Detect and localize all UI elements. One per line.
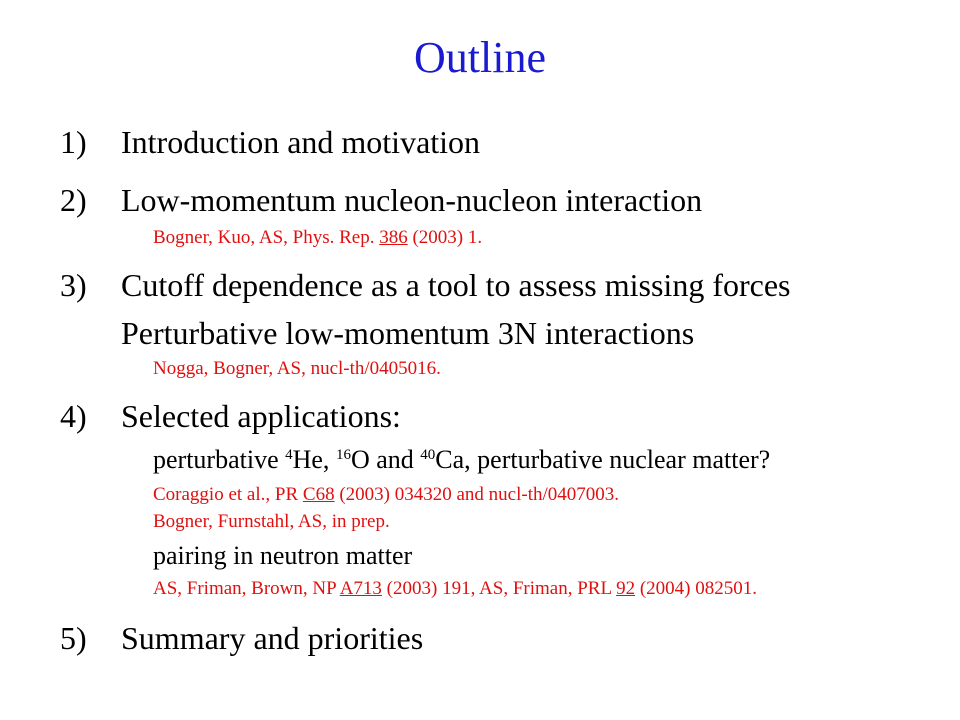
item-3-text-line1: Cutoff dependence as a tool to assess missing forces xyxy=(121,267,791,303)
ref-text: (2003) 034320 and nucl-th/0407003. xyxy=(334,484,620,505)
sub-text: perturbative xyxy=(153,445,286,474)
ref-text: (2003) 1. xyxy=(407,227,483,248)
item-3-text-line2: Perturbative low-momentum 3N interactions xyxy=(121,315,695,351)
ref-volume: 386 xyxy=(379,227,408,248)
item-2-text: Low-momentum nucleon-nucleon interaction xyxy=(121,182,703,218)
superscript: 40 xyxy=(420,447,436,463)
sub-text: He, xyxy=(292,445,336,474)
ref-text: Bogner, Kuo, AS, Phys. Rep. xyxy=(153,227,380,248)
item-5-number: 5) xyxy=(60,620,87,656)
item-4-reference-2: Bogner, Furnstahl, AS, in prep. xyxy=(153,511,390,532)
ref-text: AS, Friman, Brown, NP xyxy=(153,578,340,599)
item-4-number: 4) xyxy=(60,398,87,434)
ref-volume: C68 xyxy=(302,484,335,505)
item-4-text: Selected applications: xyxy=(121,398,401,434)
item-4-reference-1 xyxy=(153,485,619,504)
item-4-subline-2: pairing in neutron matter xyxy=(153,541,413,570)
superscript: 4 xyxy=(285,447,293,463)
ref-text: Coraggio et al., PR xyxy=(153,484,303,505)
item-2-reference xyxy=(153,228,482,247)
ref-text: (2004) 082501. xyxy=(635,578,757,599)
superscript: 16 xyxy=(335,447,351,463)
item-2-number: 2) xyxy=(60,182,87,218)
item-5-text: Summary and priorities xyxy=(121,620,424,656)
item-1-text: Introduction and motivation xyxy=(121,124,481,160)
item-4-subline-1 xyxy=(153,447,770,473)
ref-text: (2003) 191, AS, Friman, PRL xyxy=(381,578,617,599)
item-1-number: 1) xyxy=(60,124,87,160)
item-4-reference-3 xyxy=(153,579,757,598)
sub-text: Ca, perturbative nuclear matter? xyxy=(435,445,771,474)
ref-volume: A713 xyxy=(339,578,382,599)
sub-text: O and xyxy=(350,445,421,474)
item-3-number: 3) xyxy=(60,267,87,303)
ref-volume: 92 xyxy=(616,578,636,599)
page-title: Outline xyxy=(414,33,546,82)
item-3-reference: Nogga, Bogner, AS, nucl-th/0405016. xyxy=(153,358,441,379)
